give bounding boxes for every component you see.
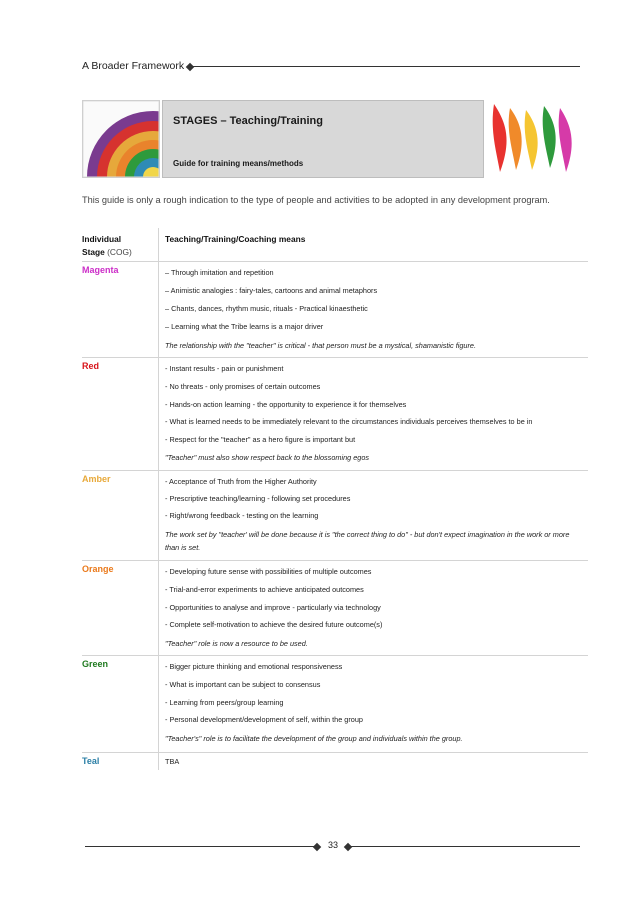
table-row-divider <box>82 560 588 561</box>
stage-item: - No threats - only promises of certain outcomes <box>165 382 321 391</box>
stage-item: - Opportunities to analyse and improve - particularly via technology <box>165 603 381 612</box>
stage-label-green: Green <box>82 659 109 669</box>
table-row-divider <box>82 655 588 656</box>
stage-item: - Bigger picture thinking and emotional responsiveness <box>165 662 343 671</box>
table-row-divider <box>82 261 588 262</box>
stage-item: - Developing future sense with possibilities of multiple outcomes <box>165 567 372 576</box>
intro-paragraph: This guide is only a rough indication to the type of people and activities to be adopted in any development program. <box>82 195 550 205</box>
stage-item: - Respect for the "teacher" as a hero figure is important but <box>165 435 356 444</box>
stage-label-orange: Orange <box>82 564 114 574</box>
table-row-divider <box>82 357 588 358</box>
stage-item: - Prescriptive teaching/learning - following set procedures <box>165 494 351 503</box>
table-header-stage-line2: Stage <box>82 247 105 257</box>
spiral-wheel-image <box>82 100 160 178</box>
header-rule <box>190 66 580 67</box>
stage-item: – Chants, dances, rhythm music, rituals - Practical kinaesthetic <box>165 304 368 313</box>
table-row-divider <box>82 752 588 753</box>
footer-rule-left <box>85 846 317 847</box>
table-header-stage-line1: Individual <box>82 234 122 244</box>
banner-title-box <box>162 100 484 178</box>
stage-item: - Hands-on action learning - the opportunity to experience it for themselves <box>165 400 407 409</box>
stages-banner <box>82 100 560 178</box>
stage-item: TBA <box>165 757 180 766</box>
table-header-stage <box>82 233 132 259</box>
stage-note: The work set by "teacher' will be done because it is "the correct thing to do" - but don't expect imagination in the work or more than is set. <box>165 530 570 552</box>
stage-item: - Complete self-motivation to achieve the desired future outcome(s) <box>165 620 383 629</box>
stage-item: - Right/wrong feedback - testing on the learning <box>165 511 319 520</box>
stage-item: - Acceptance of Truth from the Higher Authority <box>165 477 317 486</box>
table-header-means: Teaching/Training/Coaching means <box>165 234 306 244</box>
stage-item: - Trial-and-error experiments to achieve anticipated outcomes <box>165 585 364 594</box>
stage-item: - Personal development/development of self, within the group <box>165 715 363 724</box>
footer-rule-right <box>348 846 580 847</box>
stage-label-magenta: Magenta <box>82 265 119 275</box>
stage-item: - What is important can be subject to consensus <box>165 680 321 689</box>
stage-label-red: Red <box>82 361 100 371</box>
spiral-wheel-icon <box>83 101 159 177</box>
page-number: 33 <box>327 840 338 850</box>
table-header-stage-note: (COG) <box>107 247 132 257</box>
table-row-divider <box>82 470 588 471</box>
stage-item: – Learning what the Tribe learns is a major driver <box>165 322 324 331</box>
stage-label-teal: Teal <box>82 756 100 766</box>
stage-item: – Through imitation and repetition <box>165 268 274 277</box>
stage-item: – Animistic analogies : fairy-tales, cartoons and animal metaphors <box>165 286 378 295</box>
footer-rule-arrow-left <box>313 842 321 850</box>
table-column-divider <box>158 228 159 770</box>
stage-item: - What is learned needs to be immediately relevant to the circumstances individuals perceives themselves to be in <box>165 417 533 426</box>
stage-label-amber: Amber <box>82 474 111 484</box>
flame-strip-icon <box>488 100 578 176</box>
flame-strip-image <box>488 100 578 176</box>
running-header-title: A Broader Framework <box>82 60 185 72</box>
stage-note: "Teacher" role is now a resource to be used. <box>165 639 308 648</box>
stage-note: The relationship with the "teacher" is critical - that person must be a mystical, shamanistic figure. <box>165 341 476 350</box>
banner-title: STAGES – Teaching/Training <box>173 115 323 127</box>
stage-item: - Instant results - pain or punishment <box>165 364 284 373</box>
banner-subtitle: Guide for training means/methods <box>173 159 304 168</box>
stage-note: "Teacher" must also show respect back to the blossoming egos <box>165 453 370 462</box>
stage-note: "Teacher's" role is to facilitate the development of the group and individuals within the group. <box>165 734 463 743</box>
stage-item: - Learning from peers/group learning <box>165 698 284 707</box>
